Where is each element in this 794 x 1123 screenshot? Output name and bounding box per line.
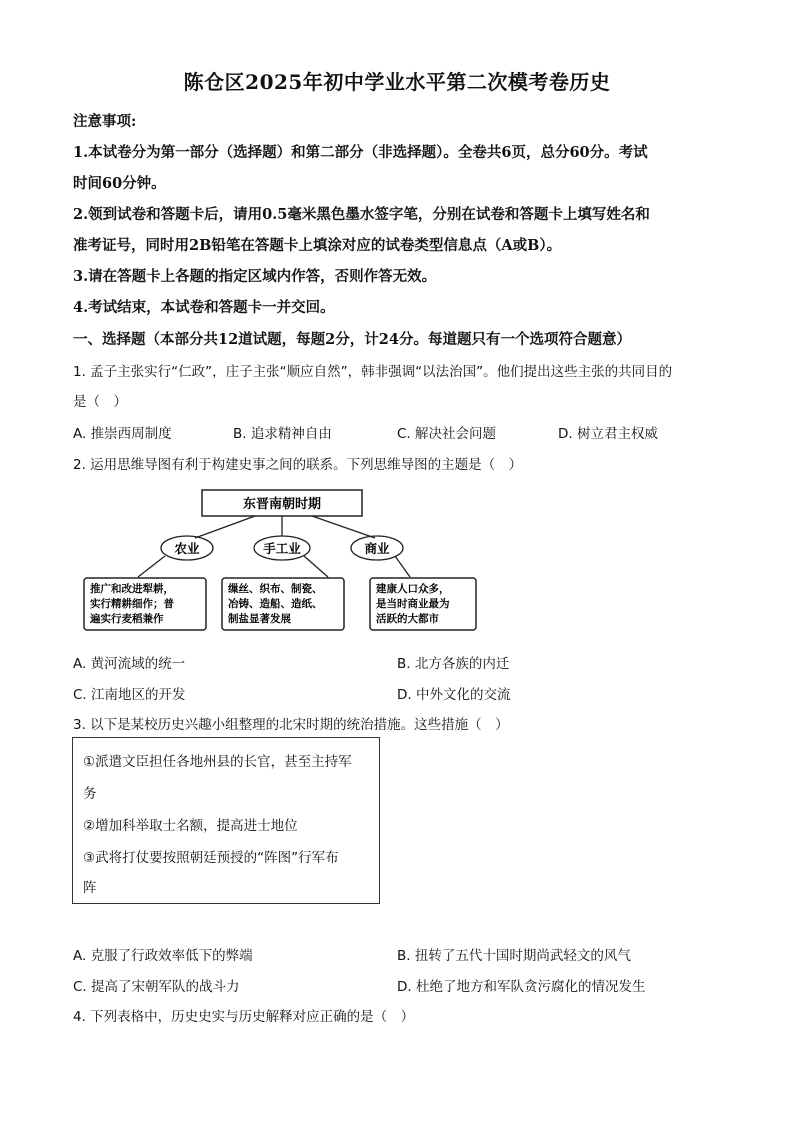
question-1-stem: 1. 孟子主张实行“仁政”，庄子主张“顺应自然”，韩非强调“以法治国”。他们提出这些主张的共同目的 xyxy=(73,364,673,380)
question-4-stem: 4. 下列表格中，历史史实与历史解释对应正确的是（ ） xyxy=(73,1009,415,1025)
q3-option-a[interactable]: A. 克服了行政效率低下的弊端 xyxy=(73,948,253,964)
q3-option-b[interactable]: B. 扭转了五代十国时期尚武轻文的风气 xyxy=(397,948,631,964)
notes-line: 时间60分钟。 xyxy=(73,175,166,192)
notes-line: 3.请在答题卡上各题的指定区域内作答，否则作答无效。 xyxy=(73,268,437,285)
q1-option-b[interactable]: B. 追求精神自由 xyxy=(233,426,332,442)
q1-option-d[interactable]: D. 树立君主权威 xyxy=(558,426,658,442)
notes-heading: 注意事项: xyxy=(73,113,137,130)
detail-agriculture-line: 实行精耕细作；普 xyxy=(90,598,174,610)
notes-line: 2.领到试卷和答题卡后，请用0.5毫米黑色墨水签字笔，分别在试卷和答题卡上填写姓名和 xyxy=(73,206,650,223)
q3-option-c[interactable]: C. 提高了宋朝军队的战斗力 xyxy=(73,979,240,995)
connector-line xyxy=(312,516,375,538)
question-3-stem: 3. 以下是某校历史兴趣小组整理的北宋时期的统治措施。这些措施（ ） xyxy=(73,717,509,733)
detail-handicraft-line: 制盐显著发展 xyxy=(228,613,291,625)
mind-map-root: 东晋南朝时期 xyxy=(242,497,322,512)
detail-handicraft-line: 缫丝、织布、制瓷、 xyxy=(228,583,323,595)
detail-commerce-line: 是当时商业最为 xyxy=(376,598,450,610)
detail-commerce-line: 活跃的大都市 xyxy=(376,613,439,625)
question-1-stem-cont: 是（ ） xyxy=(73,394,127,410)
notes-line: 4.考试结束，本试卷和答题卡一并交回。 xyxy=(73,299,335,316)
detail-handicraft-line: 冶铸、造船、造纸、 xyxy=(228,598,323,610)
page-title: 陈仓区2025年初中学业水平第二次模考卷历史 xyxy=(183,70,611,94)
measure-line: 阵 xyxy=(83,880,97,896)
measure-line: ①派遣文臣担任各地州县的长官，甚至主持军 xyxy=(83,754,352,770)
q2-option-d[interactable]: D. 中外文化的交流 xyxy=(397,687,511,703)
question-2-stem: 2. 运用思维导图有利于构建史事之间的联系。下列思维导图的主题是（ ） xyxy=(73,457,523,473)
measure-line: ②增加科举取士名额，提高进士地位 xyxy=(83,818,298,834)
q1-option-c[interactable]: C. 解决社会问题 xyxy=(397,426,497,442)
node-handicraft: 手工业 xyxy=(263,541,301,556)
detail-commerce-line: 建康人口众多， xyxy=(376,583,450,595)
connector-line xyxy=(138,556,165,577)
measure-line: ③武将打仗要按照朝廷预授的“阵图”行军布 xyxy=(83,850,339,866)
notes-line: 1.本试卷分为第一部分（选择题）和第二部分（非选择题）。全卷共6页，总分60分。考试 xyxy=(73,144,648,161)
connector-line xyxy=(195,516,255,538)
section-heading: 一、选择题（本部分共12道试题，每题2分，计24分。每道题只有一个选项符合题意） xyxy=(73,331,631,348)
node-agriculture: 农业 xyxy=(174,541,200,556)
measures-box xyxy=(72,737,380,904)
detail-agriculture-line: 推广和改进犁耕， xyxy=(90,583,174,595)
measure-line: 务 xyxy=(83,786,97,802)
node-commerce: 商业 xyxy=(364,541,390,556)
q3-option-d[interactable]: D. 杜绝了地方和军队贪污腐化的情况发生 xyxy=(397,979,646,995)
q1-option-a[interactable]: A. 推崇西周制度 xyxy=(73,426,172,442)
q2-option-c[interactable]: C. 江南地区的开发 xyxy=(73,687,186,703)
detail-agriculture-line: 遍实行麦稻兼作 xyxy=(90,613,164,625)
mind-map xyxy=(80,486,480,640)
connector-line xyxy=(395,556,410,577)
connector-line xyxy=(304,556,328,577)
q2-option-a[interactable]: A. 黄河流域的统一 xyxy=(73,656,186,672)
mind-map-diagram xyxy=(80,486,480,636)
q2-option-b[interactable]: B. 北方各族的内迁 xyxy=(397,656,510,672)
notes-line: 准考证号，同时用2B铅笔在答题卡上填涂对应的试卷类型信息点（A或B）。 xyxy=(73,237,562,254)
